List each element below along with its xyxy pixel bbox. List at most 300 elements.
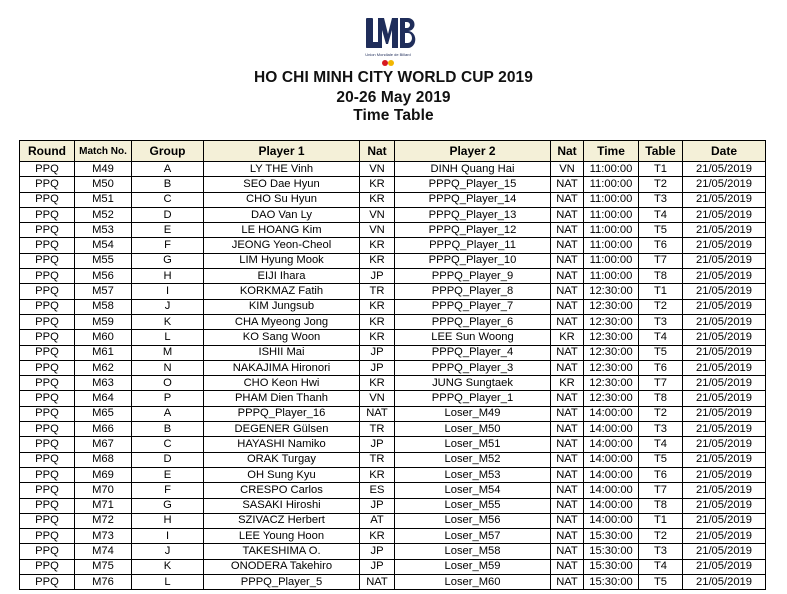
- cell-nat-2: NAT: [551, 238, 584, 253]
- cell-nat-2: NAT: [551, 269, 584, 284]
- cell-time: 11:00:00: [584, 177, 639, 192]
- cell-player-1: OH Sung Kyu: [204, 467, 360, 482]
- cell-nat-2: NAT: [551, 483, 584, 498]
- cell-player-2: PPPQ_Player_12: [395, 223, 551, 238]
- cell-time: 15:30:00: [584, 544, 639, 559]
- cell-round: PPQ: [20, 330, 75, 345]
- cell-date: 21/05/2019: [683, 406, 766, 421]
- cell-group: D: [132, 452, 204, 467]
- cell-match-no: M58: [75, 299, 132, 314]
- cell-nat-2: NAT: [551, 467, 584, 482]
- cell-group: J: [132, 299, 204, 314]
- cell-player-1: KO Sang Woon: [204, 330, 360, 345]
- cell-date: 21/05/2019: [683, 452, 766, 467]
- cell-round: PPQ: [20, 207, 75, 222]
- cell-player-1: ONODERA Takehiro: [204, 559, 360, 574]
- cell-nat-1: KR: [360, 177, 395, 192]
- cell-nat-1: VN: [360, 207, 395, 222]
- cell-time: 11:00:00: [584, 238, 639, 253]
- table-row: [20, 360, 766, 375]
- event-dates: 20-26 May 2019: [336, 89, 451, 106]
- cell-date: 21/05/2019: [683, 437, 766, 452]
- cell-match-no: M70: [75, 483, 132, 498]
- cell-nat-1: KR: [360, 529, 395, 544]
- table-row: [20, 452, 766, 467]
- cell-nat-1: JP: [360, 269, 395, 284]
- cell-group: H: [132, 513, 204, 528]
- cell-nat-2: NAT: [551, 391, 584, 406]
- table-row: [20, 498, 766, 513]
- cell-player-2: Loser_M60: [395, 575, 551, 590]
- cell-nat-1: KR: [360, 192, 395, 207]
- table-row: [20, 269, 766, 284]
- table-row: [20, 376, 766, 391]
- cell-group: P: [132, 391, 204, 406]
- cell-round: PPQ: [20, 345, 75, 360]
- cell-group: G: [132, 498, 204, 513]
- cell-match-no: M55: [75, 253, 132, 268]
- cell-player-2: Loser_M56: [395, 513, 551, 528]
- cell-match-no: M66: [75, 422, 132, 437]
- cell-round: PPQ: [20, 544, 75, 559]
- cell-table: T6: [639, 360, 683, 375]
- cell-nat-1: KR: [360, 314, 395, 329]
- table-row: [20, 559, 766, 574]
- cell-round: PPQ: [20, 253, 75, 268]
- cell-round: PPQ: [20, 452, 75, 467]
- table-row: [20, 529, 766, 544]
- cell-time: 11:00:00: [584, 223, 639, 238]
- cell-time: 11:00:00: [584, 253, 639, 268]
- cell-group: E: [132, 467, 204, 482]
- cell-round: PPQ: [20, 376, 75, 391]
- cell-table: T8: [639, 391, 683, 406]
- cell-player-2: PPPQ_Player_8: [395, 284, 551, 299]
- cell-nat-2: NAT: [551, 284, 584, 299]
- cell-table: T5: [639, 452, 683, 467]
- cell-time: 12:30:00: [584, 284, 639, 299]
- table-body: [20, 162, 766, 590]
- cell-player-2: DINH Quang Hai: [395, 162, 551, 177]
- cell-time: 15:30:00: [584, 529, 639, 544]
- cell-date: 21/05/2019: [683, 360, 766, 375]
- table-row: [20, 207, 766, 222]
- cell-round: PPQ: [20, 559, 75, 574]
- cell-time: 14:00:00: [584, 437, 639, 452]
- cell-player-2: PPPQ_Player_11: [395, 238, 551, 253]
- cell-table: T1: [639, 162, 683, 177]
- table-row: [20, 391, 766, 406]
- cell-round: PPQ: [20, 391, 75, 406]
- cell-table: T3: [639, 314, 683, 329]
- cell-group: C: [132, 192, 204, 207]
- cell-player-1: PPPQ_Player_16: [204, 406, 360, 421]
- cell-time: 11:00:00: [584, 192, 639, 207]
- cell-match-no: M71: [75, 498, 132, 513]
- cell-group: L: [132, 575, 204, 590]
- cell-group: M: [132, 345, 204, 360]
- cell-date: 21/05/2019: [683, 376, 766, 391]
- cell-group: C: [132, 437, 204, 452]
- cell-time: 12:30:00: [584, 360, 639, 375]
- cell-date: 21/05/2019: [683, 192, 766, 207]
- cell-date: 21/05/2019: [683, 422, 766, 437]
- cell-table: T3: [639, 192, 683, 207]
- cell-group: B: [132, 177, 204, 192]
- cell-table: T3: [639, 544, 683, 559]
- cell-nat-2: VN: [551, 162, 584, 177]
- cell-player-1: DEGENER Gülsen: [204, 422, 360, 437]
- logo-subtext: Union Mondiale de Billard: [365, 52, 411, 57]
- cell-player-2: Loser_M53: [395, 467, 551, 482]
- cell-date: 21/05/2019: [683, 238, 766, 253]
- cell-match-no: M65: [75, 406, 132, 421]
- cell-player-1: HAYASHI Namiko: [204, 437, 360, 452]
- cell-match-no: M67: [75, 437, 132, 452]
- cell-nat-2: KR: [551, 330, 584, 345]
- cell-player-2: Loser_M50: [395, 422, 551, 437]
- cell-player-1: LIM Hyung Mook: [204, 253, 360, 268]
- cell-time: 14:00:00: [584, 406, 639, 421]
- cell-table: T2: [639, 177, 683, 192]
- event-title: HO CHI MINH CITY WORLD CUP 2019: [254, 69, 533, 86]
- cell-round: PPQ: [20, 575, 75, 590]
- cell-group: K: [132, 559, 204, 574]
- table-row: [20, 177, 766, 192]
- cell-player-2: PPPQ_Player_7: [395, 299, 551, 314]
- cell-group: L: [132, 330, 204, 345]
- cell-time: 15:30:00: [584, 575, 639, 590]
- cell-nat-1: VN: [360, 391, 395, 406]
- table-row: [20, 299, 766, 314]
- cell-nat-2: NAT: [551, 422, 584, 437]
- cell-match-no: M76: [75, 575, 132, 590]
- cell-match-no: M57: [75, 284, 132, 299]
- column-header-table: Table: [639, 141, 683, 162]
- table-row: [20, 437, 766, 452]
- cell-player-1: NAKAJIMA Hironori: [204, 360, 360, 375]
- cell-nat-1: TR: [360, 452, 395, 467]
- table-row: [20, 544, 766, 559]
- cell-date: 21/05/2019: [683, 513, 766, 528]
- column-header-group: Group: [132, 141, 204, 162]
- cell-nat-1: JP: [360, 559, 395, 574]
- cell-player-1: KORKMAZ Fatih: [204, 284, 360, 299]
- cell-group: H: [132, 269, 204, 284]
- cell-date: 21/05/2019: [683, 207, 766, 222]
- cell-date: 21/05/2019: [683, 529, 766, 544]
- cell-match-no: M49: [75, 162, 132, 177]
- cell-round: PPQ: [20, 223, 75, 238]
- cell-time: 11:00:00: [584, 269, 639, 284]
- cell-nat-1: JP: [360, 360, 395, 375]
- cell-match-no: M54: [75, 238, 132, 253]
- column-header-date: Date: [683, 141, 766, 162]
- cell-date: 21/05/2019: [683, 575, 766, 590]
- cell-player-1: JEONG Yeon-Cheol: [204, 238, 360, 253]
- cell-group: F: [132, 483, 204, 498]
- cell-match-no: M73: [75, 529, 132, 544]
- cell-date: 21/05/2019: [683, 559, 766, 574]
- cell-date: 21/05/2019: [683, 223, 766, 238]
- cell-time: 14:00:00: [584, 498, 639, 513]
- cell-group: A: [132, 162, 204, 177]
- cell-match-no: M50: [75, 177, 132, 192]
- column-header-player-2: Player 2: [395, 141, 551, 162]
- cell-table: T4: [639, 207, 683, 222]
- cell-nat-1: KR: [360, 467, 395, 482]
- cell-time: 12:30:00: [584, 376, 639, 391]
- cell-time: 11:00:00: [584, 207, 639, 222]
- cell-round: PPQ: [20, 284, 75, 299]
- document-subtitle: Time Table: [353, 107, 434, 124]
- cell-group: D: [132, 207, 204, 222]
- cell-round: PPQ: [20, 483, 75, 498]
- cell-match-no: M53: [75, 223, 132, 238]
- cell-round: PPQ: [20, 529, 75, 544]
- table-row: [20, 345, 766, 360]
- cell-nat-1: JP: [360, 345, 395, 360]
- cell-round: PPQ: [20, 498, 75, 513]
- cell-table: T4: [639, 330, 683, 345]
- cell-player-2: Loser_M52: [395, 452, 551, 467]
- cell-date: 21/05/2019: [683, 330, 766, 345]
- cell-player-1: ORAK Turgay: [204, 452, 360, 467]
- cell-match-no: M63: [75, 376, 132, 391]
- column-header-player-1: Player 1: [204, 141, 360, 162]
- cell-nat-2: NAT: [551, 559, 584, 574]
- cell-match-no: M59: [75, 314, 132, 329]
- column-header-round: Round: [20, 141, 75, 162]
- cell-nat-2: NAT: [551, 513, 584, 528]
- cell-player-2: PPPQ_Player_10: [395, 253, 551, 268]
- cell-round: PPQ: [20, 437, 75, 452]
- cell-player-2: PPPQ_Player_3: [395, 360, 551, 375]
- cell-match-no: M74: [75, 544, 132, 559]
- cell-round: PPQ: [20, 162, 75, 177]
- cell-nat-1: KR: [360, 376, 395, 391]
- cell-table: T8: [639, 269, 683, 284]
- table-row: [20, 223, 766, 238]
- cell-round: PPQ: [20, 238, 75, 253]
- cell-round: PPQ: [20, 360, 75, 375]
- cell-table: T7: [639, 483, 683, 498]
- cell-date: 21/05/2019: [683, 177, 766, 192]
- cell-group: E: [132, 223, 204, 238]
- cell-group: I: [132, 529, 204, 544]
- cell-round: PPQ: [20, 467, 75, 482]
- cell-match-no: M62: [75, 360, 132, 375]
- cell-player-2: PPPQ_Player_15: [395, 177, 551, 192]
- cell-date: 21/05/2019: [683, 269, 766, 284]
- cell-time: 14:00:00: [584, 467, 639, 482]
- cell-player-1: SEO Dae Hyun: [204, 177, 360, 192]
- cell-nat-2: NAT: [551, 498, 584, 513]
- cell-nat-2: NAT: [551, 452, 584, 467]
- cell-table: T4: [639, 559, 683, 574]
- cell-match-no: M60: [75, 330, 132, 345]
- cell-table: T3: [639, 422, 683, 437]
- column-header-match-no: Match No.: [75, 141, 132, 162]
- cell-nat-2: NAT: [551, 192, 584, 207]
- cell-match-no: M64: [75, 391, 132, 406]
- cell-time: 15:30:00: [584, 559, 639, 574]
- cell-player-1: TAKESHIMA O.: [204, 544, 360, 559]
- document-header: [0, 0, 787, 140]
- cell-player-1: SASAKI Hiroshi: [204, 498, 360, 513]
- cell-nat-1: KR: [360, 253, 395, 268]
- cell-nat-2: NAT: [551, 345, 584, 360]
- cell-table: T7: [639, 253, 683, 268]
- table-row: [20, 467, 766, 482]
- cell-round: PPQ: [20, 422, 75, 437]
- table-row: [20, 575, 766, 590]
- cell-nat-2: NAT: [551, 314, 584, 329]
- cell-date: 21/05/2019: [683, 284, 766, 299]
- cell-table: T8: [639, 498, 683, 513]
- cell-nat-1: KR: [360, 238, 395, 253]
- cell-group: A: [132, 406, 204, 421]
- cell-player-2: Loser_M58: [395, 544, 551, 559]
- cell-nat-2: NAT: [551, 575, 584, 590]
- cell-nat-1: AT: [360, 513, 395, 528]
- cell-table: T1: [639, 284, 683, 299]
- cell-player-2: Loser_M54: [395, 483, 551, 498]
- cell-nat-1: JP: [360, 498, 395, 513]
- cell-round: PPQ: [20, 192, 75, 207]
- cell-date: 21/05/2019: [683, 391, 766, 406]
- cell-nat-2: NAT: [551, 360, 584, 375]
- column-header-time: Time: [584, 141, 639, 162]
- cell-player-2: JUNG Sungtaek: [395, 376, 551, 391]
- cell-nat-1: TR: [360, 284, 395, 299]
- table-row: [20, 162, 766, 177]
- cell-player-1: EIJI Ihara: [204, 269, 360, 284]
- cell-player-1: CRESPO Carlos: [204, 483, 360, 498]
- cell-nat-1: KR: [360, 330, 395, 345]
- cell-nat-1: ES: [360, 483, 395, 498]
- cell-match-no: M51: [75, 192, 132, 207]
- cell-time: 11:00:00: [584, 162, 639, 177]
- cell-nat-1: TR: [360, 422, 395, 437]
- cell-player-1: CHO Su Hyun: [204, 192, 360, 207]
- column-header-nat-2: Nat: [551, 141, 584, 162]
- cell-player-2: PPPQ_Player_13: [395, 207, 551, 222]
- table-row: [20, 314, 766, 329]
- table-row: [20, 284, 766, 299]
- cell-table: T5: [639, 575, 683, 590]
- table-header-row: [20, 141, 766, 162]
- cell-match-no: M68: [75, 452, 132, 467]
- cell-match-no: M72: [75, 513, 132, 528]
- cell-nat-1: VN: [360, 162, 395, 177]
- cell-table: T5: [639, 223, 683, 238]
- cell-player-2: PPPQ_Player_6: [395, 314, 551, 329]
- cell-table: T6: [639, 238, 683, 253]
- cell-date: 21/05/2019: [683, 253, 766, 268]
- cell-player-1: ISHII Mai: [204, 345, 360, 360]
- cell-player-2: PPPQ_Player_4: [395, 345, 551, 360]
- table-row: [20, 513, 766, 528]
- cell-date: 21/05/2019: [683, 498, 766, 513]
- cell-group: K: [132, 314, 204, 329]
- cell-nat-2: NAT: [551, 223, 584, 238]
- cell-table: T2: [639, 406, 683, 421]
- cell-nat-2: NAT: [551, 177, 584, 192]
- table-row: [20, 238, 766, 253]
- cell-table: T4: [639, 437, 683, 452]
- cell-round: PPQ: [20, 513, 75, 528]
- cell-group: N: [132, 360, 204, 375]
- table-row: [20, 253, 766, 268]
- cell-time: 12:30:00: [584, 330, 639, 345]
- cell-round: PPQ: [20, 177, 75, 192]
- cell-date: 21/05/2019: [683, 544, 766, 559]
- cell-nat-2: NAT: [551, 406, 584, 421]
- cell-player-2: Loser_M57: [395, 529, 551, 544]
- cell-nat-2: NAT: [551, 544, 584, 559]
- cell-nat-2: NAT: [551, 437, 584, 452]
- cell-player-1: SZIVACZ Herbert: [204, 513, 360, 528]
- cell-date: 21/05/2019: [683, 162, 766, 177]
- cell-nat-1: JP: [360, 437, 395, 452]
- cell-nat-1: NAT: [360, 406, 395, 421]
- umb-logo-graphic: [358, 12, 418, 72]
- cell-time: 14:00:00: [584, 422, 639, 437]
- cell-nat-1: JP: [360, 544, 395, 559]
- cell-player-1: CHA Myeong Jong: [204, 314, 360, 329]
- cell-round: PPQ: [20, 406, 75, 421]
- cell-group: B: [132, 422, 204, 437]
- cell-round: PPQ: [20, 314, 75, 329]
- cell-table: T6: [639, 467, 683, 482]
- cell-time: 14:00:00: [584, 483, 639, 498]
- table-row: [20, 483, 766, 498]
- cell-match-no: M56: [75, 269, 132, 284]
- cell-table: T7: [639, 376, 683, 391]
- cell-match-no: M75: [75, 559, 132, 574]
- cell-player-2: PPPQ_Player_1: [395, 391, 551, 406]
- cell-date: 21/05/2019: [683, 314, 766, 329]
- cell-table: T2: [639, 529, 683, 544]
- cell-player-1: KIM Jungsub: [204, 299, 360, 314]
- cell-group: O: [132, 376, 204, 391]
- cell-date: 21/05/2019: [683, 483, 766, 498]
- cell-player-2: Loser_M51: [395, 437, 551, 452]
- cell-nat-1: NAT: [360, 575, 395, 590]
- cell-table: T5: [639, 345, 683, 360]
- cell-match-no: M61: [75, 345, 132, 360]
- cell-player-1: LY THE Vinh: [204, 162, 360, 177]
- cell-nat-2: NAT: [551, 529, 584, 544]
- cell-nat-2: KR: [551, 376, 584, 391]
- cell-time: 12:30:00: [584, 345, 639, 360]
- umb-logo: [358, 12, 418, 72]
- cell-group: G: [132, 253, 204, 268]
- cell-player-1: CHO Keon Hwi: [204, 376, 360, 391]
- cell-player-2: Loser_M55: [395, 498, 551, 513]
- table-row: [20, 422, 766, 437]
- cell-group: J: [132, 544, 204, 559]
- cell-date: 21/05/2019: [683, 299, 766, 314]
- column-header-nat-1: Nat: [360, 141, 395, 162]
- cell-player-1: PHAM Dien Thanh: [204, 391, 360, 406]
- cell-time: 12:30:00: [584, 314, 639, 329]
- cell-date: 21/05/2019: [683, 467, 766, 482]
- table-row: [20, 192, 766, 207]
- cell-player-1: DAO Van Ly: [204, 207, 360, 222]
- cell-round: PPQ: [20, 299, 75, 314]
